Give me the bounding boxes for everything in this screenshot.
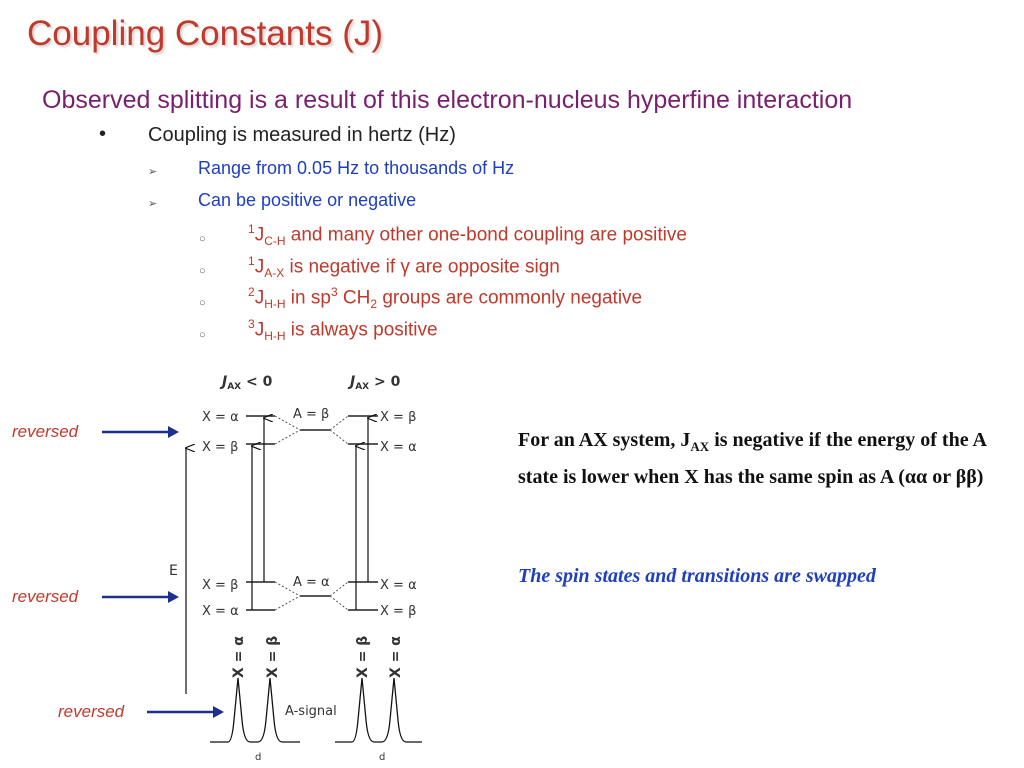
reversed-label-middle: reversed (12, 587, 79, 606)
label-top-right-1: X = β (380, 410, 417, 425)
red-item-2: $^1J_{A-X}$ is negative if γ are opposite sign (248, 254, 560, 281)
circle-bullet-icon: ○ (199, 265, 206, 277)
d-label-right: d (379, 752, 386, 763)
slide-title: Coupling Constants (J) (27, 14, 383, 53)
peak-label-2: X = β (265, 635, 281, 678)
circle-bullet-icon: ○ (199, 233, 206, 245)
intro-line: Observed splitting is a result of this electron-nucleus hyperfine interaction (42, 86, 853, 114)
header-jax-negative: $J_{AX} < 0$ (222, 374, 273, 392)
red-item-1: $^1J_{C-H}$ and many other one-bond coupling are positive (248, 222, 687, 249)
reversed-arrow-icon (100, 424, 182, 440)
energy-label: E (169, 563, 178, 579)
red-item-3: $^2J_{H-H}$ in $sp^3$ $CH_2$ groups are commonly negative (248, 285, 643, 312)
label-bot-right-2: X = β (380, 604, 417, 619)
swapped-note: The spin states and transitions are swapped (518, 565, 876, 587)
label-bot-left-1: X = β (202, 578, 239, 593)
label-top-left-1: X = α (202, 410, 239, 425)
a-signal-label: A-signal (285, 704, 337, 719)
explanation-text: For an AX system, $J_{AX}$ is negative if the energy of the A state is lower when X has the same spin as A (αα or ββ) (518, 429, 986, 488)
label-bot-mid: A = α (293, 575, 330, 590)
label-bot-right-1: X = α (380, 578, 417, 593)
peak-label-4: X = α (388, 636, 404, 678)
reversed-arrow-icon (145, 704, 227, 720)
arrow-bullet-icon: ➢ (148, 198, 158, 210)
peak-label-1: X = α (231, 636, 247, 678)
label-bot-left-2: X = α (202, 604, 239, 619)
reversed-label-top: reversed (12, 422, 79, 441)
circle-bullet-icon: ○ (199, 297, 206, 309)
red-item-4: $^3J_{H-H}$ is always positive (248, 317, 438, 344)
spectrum-right (335, 678, 422, 742)
bullet-dot-icon: • (99, 123, 107, 145)
arrow-bullet-icon: ➢ (148, 166, 158, 178)
sub-sign: Can be positive or negative (198, 190, 417, 210)
peak-label-3: X = β (355, 635, 371, 678)
label-top-right-2: X = α (380, 440, 417, 455)
bullet-hz: Coupling is measured in hertz (Hz) (148, 124, 456, 146)
header-jax-positive: $J_{AX} > 0$ (350, 374, 401, 392)
reversed-label-bottom: reversed (58, 702, 125, 721)
label-top-mid: A = β (293, 407, 330, 422)
circle-bullet-icon: ○ (199, 329, 206, 341)
d-label-left: d (255, 752, 262, 763)
reversed-arrow-icon (100, 589, 182, 605)
label-top-left-2: X = β (202, 440, 239, 455)
sub-range: Range from 0.05 Hz to thousands of Hz (198, 158, 515, 178)
